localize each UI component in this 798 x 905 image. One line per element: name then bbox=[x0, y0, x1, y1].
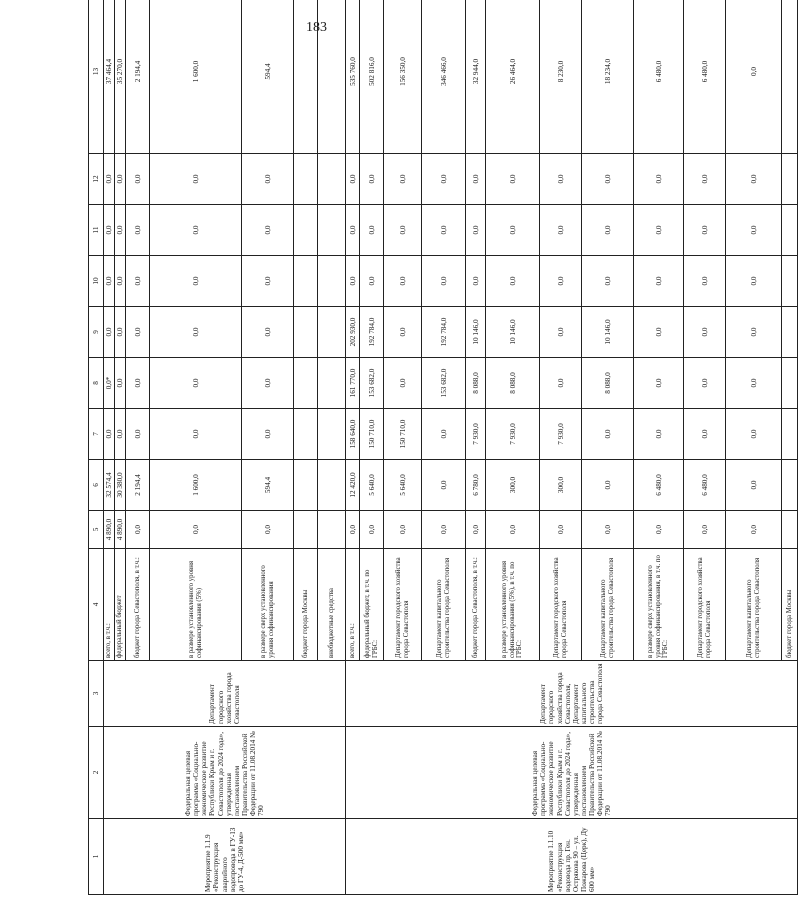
value-cell: 0,0 bbox=[242, 205, 294, 256]
value-cell: 7 930,0 bbox=[486, 409, 540, 460]
value-cell: 4 890,0 bbox=[104, 511, 115, 549]
value-cell: 35 270,0 bbox=[115, 0, 126, 154]
value-cell: 30 380,0 bbox=[115, 460, 126, 511]
value-cell: 0,0 bbox=[104, 409, 115, 460]
value-cell: 7 930,0 bbox=[540, 409, 582, 460]
value-cell bbox=[782, 307, 798, 358]
value-cell: 0,0* bbox=[104, 358, 115, 409]
value-cell: 0,0 bbox=[126, 358, 150, 409]
value-cell: 0,0 bbox=[634, 409, 684, 460]
rotated-table-container bbox=[88, 40, 793, 895]
column-number: 5 bbox=[89, 511, 104, 549]
value-cell: 0,0 bbox=[150, 409, 242, 460]
funding-source: в размере установленного уровня софинансирования (5%), в т.ч. по ГРБС: bbox=[486, 549, 540, 661]
value-cell: 5 640,0 bbox=[384, 460, 422, 511]
value-cell: 6 480,0 bbox=[684, 460, 726, 511]
value-cell: 594,4 bbox=[242, 460, 294, 511]
value-cell: 0,0 bbox=[486, 256, 540, 307]
value-cell: 10 146,0 bbox=[486, 307, 540, 358]
value-cell: 0,0 bbox=[126, 307, 150, 358]
value-cell: 202 930,0 bbox=[346, 307, 360, 358]
value-cell bbox=[782, 154, 798, 205]
value-cell: 0,0 bbox=[104, 307, 115, 358]
value-cell: 12 420,0 bbox=[346, 460, 360, 511]
funding-source: федеральный бюджет bbox=[115, 549, 126, 661]
value-cell: 0,0 bbox=[684, 307, 726, 358]
value-cell: 8 230,0 bbox=[540, 0, 582, 154]
value-cell: 300,0 bbox=[486, 460, 540, 511]
value-cell: 0,0 bbox=[104, 256, 115, 307]
column-number: 1 bbox=[89, 819, 104, 895]
measure-name: Мероприятие 1.1.10 «Реконструкция водовода пр. Ген. Острякова 90 – ул. Пожарова (Церк), Ду 600 мм» bbox=[346, 819, 798, 895]
value-cell: 37 464,4 bbox=[104, 0, 115, 154]
value-cell: 6 480,0 bbox=[634, 460, 684, 511]
value-cell: 192 784,0 bbox=[360, 307, 384, 358]
funding-source: в размере сверх установленного уровня софинансирования, в т.ч. по ГРБС: bbox=[634, 549, 684, 661]
value-cell bbox=[294, 307, 318, 358]
value-cell: 0,0 bbox=[150, 205, 242, 256]
value-cell: 0,0 bbox=[684, 511, 726, 549]
value-cell: 7 930,0 bbox=[466, 409, 486, 460]
value-cell: 0,0 bbox=[346, 205, 360, 256]
value-cell: 0,0 bbox=[422, 511, 466, 549]
value-cell: 18 234,0 bbox=[582, 0, 634, 154]
value-cell: 0,0 bbox=[360, 511, 384, 549]
value-cell: 156 350,0 bbox=[384, 0, 422, 154]
value-cell: 0,0 bbox=[726, 256, 782, 307]
column-number-row bbox=[89, 0, 104, 895]
value-cell: 0,0 bbox=[242, 409, 294, 460]
value-cell bbox=[318, 358, 346, 409]
executor-name: Департамент городского хозяйства города Севастополя, Департамент капитального строительства города Севастополя bbox=[346, 661, 798, 727]
value-cell: 535 760,0 bbox=[346, 0, 360, 154]
value-cell: 0,0 bbox=[582, 460, 634, 511]
value-cell bbox=[782, 0, 798, 154]
value-cell: 0,0 bbox=[346, 511, 360, 549]
value-cell: 8 088,0 bbox=[466, 358, 486, 409]
funding-source: федеральный бюджет, в т.ч. по ГРБС: bbox=[360, 549, 384, 661]
value-cell: 0,0 bbox=[540, 307, 582, 358]
value-cell: 6 480,0 bbox=[684, 0, 726, 154]
value-cell: 0,0 bbox=[540, 205, 582, 256]
value-cell bbox=[318, 409, 346, 460]
value-cell: 0,0 bbox=[150, 307, 242, 358]
value-cell: 0,0 bbox=[634, 256, 684, 307]
value-cell: 0,0 bbox=[126, 205, 150, 256]
value-cell: 32 944,0 bbox=[466, 0, 486, 154]
value-cell: 0,0 bbox=[384, 511, 422, 549]
value-cell bbox=[782, 205, 798, 256]
value-cell: 0,0 bbox=[726, 358, 782, 409]
value-cell: 0,0 bbox=[634, 307, 684, 358]
value-cell: 0,0 bbox=[726, 154, 782, 205]
value-cell bbox=[318, 460, 346, 511]
funding-source: Департамент капитального строительства города Севастополя bbox=[422, 549, 466, 661]
value-cell: 5 640,0 bbox=[360, 460, 384, 511]
value-cell: 502 816,0 bbox=[360, 0, 384, 154]
funding-source: бюджет города Севастополя, в т.ч.: bbox=[466, 549, 486, 661]
value-cell: 0,0 bbox=[540, 154, 582, 205]
value-cell: 0,0 bbox=[684, 256, 726, 307]
value-cell: 10 146,0 bbox=[466, 307, 486, 358]
value-cell: 0,0 bbox=[126, 511, 150, 549]
value-cell: 0,0 bbox=[634, 205, 684, 256]
value-cell: 0,0 bbox=[726, 0, 782, 154]
value-cell: 192 784,0 bbox=[422, 307, 466, 358]
value-cell: 0,0 bbox=[422, 460, 466, 511]
value-cell: 0,0 bbox=[726, 409, 782, 460]
value-cell: 0,0 bbox=[582, 511, 634, 549]
value-cell: 0,0 bbox=[384, 256, 422, 307]
value-cell bbox=[318, 0, 346, 154]
value-cell bbox=[782, 511, 798, 549]
value-cell: 0,0 bbox=[384, 205, 422, 256]
value-cell: 0,0 bbox=[384, 358, 422, 409]
value-cell: 0,0 bbox=[115, 205, 126, 256]
value-cell: 0,0 bbox=[582, 256, 634, 307]
value-cell: 0,0 bbox=[115, 358, 126, 409]
value-cell bbox=[782, 460, 798, 511]
column-number: 2 bbox=[89, 727, 104, 819]
value-cell: 0,0 bbox=[242, 154, 294, 205]
value-cell: 0,0 bbox=[422, 256, 466, 307]
value-cell: 0,0 bbox=[684, 358, 726, 409]
value-cell: 2 194,4 bbox=[126, 460, 150, 511]
value-cell: 6 780,0 bbox=[466, 460, 486, 511]
value-cell: 0,0 bbox=[126, 256, 150, 307]
funding-source: Департамент городского хозяйства города Севастополя bbox=[540, 549, 582, 661]
value-cell: 0,0 bbox=[346, 256, 360, 307]
column-number: 3 bbox=[89, 661, 104, 727]
value-cell bbox=[318, 307, 346, 358]
value-cell: 0,0 bbox=[384, 307, 422, 358]
value-cell: 0,0 bbox=[150, 154, 242, 205]
value-cell: 0,0 bbox=[684, 409, 726, 460]
value-cell bbox=[318, 205, 346, 256]
program-name: Федеральная целевая программа «Социально-экономическое развитие Республики Крым и г. Севастополя до 2024 года», утвержденная постановлением Правительства Российской Федерации от 11.08.2014 № 790 bbox=[346, 727, 798, 819]
funding-source: бюджет города Севастополя, в т.ч.: bbox=[126, 549, 150, 661]
table-body bbox=[89, 0, 798, 895]
value-cell: 26 464,0 bbox=[486, 0, 540, 154]
value-cell: 0,0 bbox=[684, 205, 726, 256]
value-cell: 0,0 bbox=[726, 307, 782, 358]
value-cell: 0,0 bbox=[486, 205, 540, 256]
value-cell: 0,0 bbox=[466, 205, 486, 256]
program-name: Федеральная целевая программа «Социально-экономическое развитие Республики Крым и г. Севастополя до 2024 года», утвержденная постановлением Правительства Российской Федерации от 11.08.2014 № 790 bbox=[104, 727, 346, 819]
value-cell bbox=[782, 358, 798, 409]
funding-source: всего, в т.ч.: bbox=[104, 549, 115, 661]
value-cell: 0,0 bbox=[242, 307, 294, 358]
column-number: 6 bbox=[89, 460, 104, 511]
value-cell: 0,0 bbox=[582, 409, 634, 460]
column-number: 10 bbox=[89, 256, 104, 307]
funding-source: бюджет города Москвы bbox=[294, 549, 318, 661]
executor-name: Департамент городского хозяйства города Севастополя bbox=[104, 661, 346, 727]
table-row bbox=[104, 0, 115, 895]
value-cell: 0,0 bbox=[422, 205, 466, 256]
funding-source: всего, в т.ч.: bbox=[346, 549, 360, 661]
value-cell: 0,0 bbox=[150, 358, 242, 409]
value-cell: 0,0 bbox=[466, 511, 486, 549]
value-cell: 0,0 bbox=[582, 205, 634, 256]
value-cell bbox=[318, 154, 346, 205]
value-cell bbox=[294, 0, 318, 154]
column-number: 8 bbox=[89, 358, 104, 409]
value-cell: 0,0 bbox=[684, 154, 726, 205]
table-frame bbox=[88, 40, 793, 895]
column-number: 4 bbox=[89, 549, 104, 661]
value-cell: 150 710,0 bbox=[360, 409, 384, 460]
value-cell bbox=[294, 256, 318, 307]
value-cell: 0,0 bbox=[104, 205, 115, 256]
value-cell bbox=[782, 409, 798, 460]
value-cell: 0,0 bbox=[384, 154, 422, 205]
funding-source: Департамент городского хозяйства города Севастополя bbox=[384, 549, 422, 661]
value-cell: 0,0 bbox=[242, 358, 294, 409]
value-cell: 0,0 bbox=[346, 154, 360, 205]
value-cell bbox=[294, 460, 318, 511]
value-cell: 0,0 bbox=[242, 256, 294, 307]
value-cell: 0,0 bbox=[126, 154, 150, 205]
budget-table bbox=[88, 0, 798, 895]
value-cell: 0,0 bbox=[150, 511, 242, 549]
value-cell: 0,0 bbox=[634, 511, 684, 549]
page-number: 183 bbox=[306, 20, 327, 35]
value-cell: 6 480,0 bbox=[634, 0, 684, 154]
value-cell bbox=[294, 205, 318, 256]
table-row bbox=[346, 0, 360, 895]
value-cell bbox=[294, 511, 318, 549]
value-cell: 0,0 bbox=[466, 154, 486, 205]
value-cell: 0,0 bbox=[726, 511, 782, 549]
value-cell: 0,0 bbox=[634, 154, 684, 205]
value-cell: 0,0 bbox=[126, 409, 150, 460]
value-cell: 0,0 bbox=[486, 154, 540, 205]
value-cell: 0,0 bbox=[115, 409, 126, 460]
value-cell bbox=[294, 154, 318, 205]
value-cell: 0,0 bbox=[582, 154, 634, 205]
value-cell: 0,0 bbox=[422, 409, 466, 460]
value-cell: 0,0 bbox=[540, 511, 582, 549]
measure-name: Мероприятие 1.1.9 «Реконструкция аварийного водопровода в ГУ-13 до ГУ-4, Д-500 мм» bbox=[104, 819, 346, 895]
column-number: 11 bbox=[89, 205, 104, 256]
value-cell: 0,0 bbox=[634, 358, 684, 409]
funding-source: в размере установленного уровня софинансирования (5%) bbox=[150, 549, 242, 661]
funding-source: в размере сверх установленного уровня софинансирования bbox=[242, 549, 294, 661]
column-number: 13 bbox=[89, 0, 104, 154]
value-cell: 32 574,4 bbox=[104, 460, 115, 511]
value-cell: 153 682,0 bbox=[422, 358, 466, 409]
value-cell: 0,0 bbox=[104, 154, 115, 205]
value-cell: 300,0 bbox=[540, 460, 582, 511]
funding-source: Департамент городского хозяйства города Севастополя bbox=[684, 549, 726, 661]
value-cell: 150 710,0 bbox=[384, 409, 422, 460]
value-cell: 0,0 bbox=[115, 154, 126, 205]
value-cell: 0,0 bbox=[360, 205, 384, 256]
column-number: 7 bbox=[89, 409, 104, 460]
value-cell: 0,0 bbox=[360, 256, 384, 307]
column-number: 9 bbox=[89, 307, 104, 358]
value-cell: 0,0 bbox=[726, 460, 782, 511]
value-cell: 0,0 bbox=[242, 511, 294, 549]
value-cell: 2 194,4 bbox=[126, 0, 150, 154]
value-cell: 0,0 bbox=[466, 256, 486, 307]
value-cell: 158 640,0 bbox=[346, 409, 360, 460]
value-cell: 4 890,0 bbox=[115, 511, 126, 549]
value-cell: 1 600,0 bbox=[150, 0, 242, 154]
funding-source: Департамент капитального строительства города Севастополя bbox=[582, 549, 634, 661]
value-cell: 10 146,0 bbox=[582, 307, 634, 358]
value-cell: 1 600,0 bbox=[150, 460, 242, 511]
value-cell: 8 088,0 bbox=[486, 358, 540, 409]
value-cell: 161 770,0 bbox=[346, 358, 360, 409]
value-cell: 0,0 bbox=[486, 511, 540, 549]
value-cell: 346 466,0 bbox=[422, 0, 466, 154]
value-cell bbox=[294, 409, 318, 460]
funding-source: Департамент капитального строительства города Севастополя bbox=[726, 549, 782, 661]
value-cell: 0,0 bbox=[540, 256, 582, 307]
value-cell: 0,0 bbox=[115, 307, 126, 358]
value-cell: 0,0 bbox=[540, 358, 582, 409]
funding-source: внебюджетные средства bbox=[318, 549, 346, 661]
value-cell: 0,0 bbox=[726, 205, 782, 256]
value-cell bbox=[294, 358, 318, 409]
value-cell: 0,0 bbox=[150, 256, 242, 307]
value-cell: 8 088,0 bbox=[582, 358, 634, 409]
funding-source: бюджет города Москвы bbox=[782, 549, 798, 661]
value-cell: 594,4 bbox=[242, 0, 294, 154]
value-cell: 0,0 bbox=[360, 154, 384, 205]
value-cell bbox=[318, 256, 346, 307]
value-cell bbox=[782, 256, 798, 307]
value-cell: 0,0 bbox=[422, 154, 466, 205]
value-cell: 153 682,0 bbox=[360, 358, 384, 409]
value-cell bbox=[318, 511, 346, 549]
value-cell: 0,0 bbox=[115, 256, 126, 307]
column-number: 12 bbox=[89, 154, 104, 205]
